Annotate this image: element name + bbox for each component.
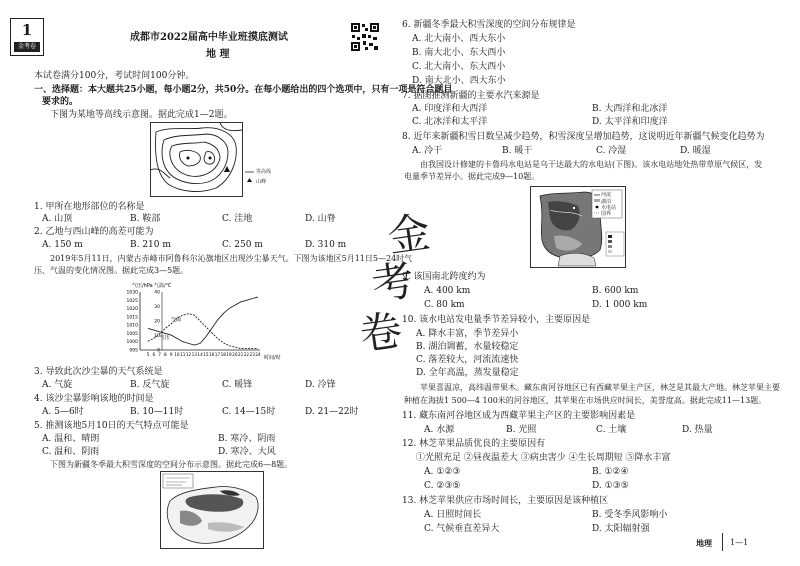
q10-option-a: A. 降水丰富，季节差异小 [416, 329, 519, 339]
q5-option-c: C. 温和、阴雨 [42, 447, 100, 457]
q8-option-c: C. 冷湿 [596, 146, 627, 156]
chart-xtick: 13 [191, 352, 197, 357]
q12-option-a: A. ①②③ [424, 467, 461, 477]
q10-option-d: D. 全年高温，蒸发量稳定 [416, 368, 519, 378]
watermark-char-1: 金 [384, 207, 434, 262]
contour-legend-2: 山峰 [256, 179, 267, 185]
chart-ytick-left: 1025 [126, 298, 138, 304]
q8-option-d: D. 暖湿 [680, 146, 711, 156]
chart-ytick-left: 1030 [126, 290, 138, 296]
q13-stem: 13. 林芝苹果供应市场时间长，主要原因是该种植区 [402, 496, 609, 506]
exam-title: 成都市2022届高中毕业班摸底测试 [130, 32, 288, 43]
chart-xlabel: 时间/时 [264, 355, 281, 361]
q4-option-a: A. 5—6时 [42, 407, 84, 417]
badge-label: 金考卷 [14, 42, 40, 52]
q11-option-a: A. 水源 [424, 425, 455, 435]
q12-statements: ①光照充足 ②昼夜温差大 ③病虫害少 ④生长周期短 ⑤降水丰富 [416, 453, 671, 463]
q6-option-b: B. 南大北小、东大西小 [412, 48, 506, 58]
stem-1-2: 下图为某地等高线示意图。据此完成1—2题。 [50, 110, 233, 120]
map-legend-lake: 湖泊 [601, 199, 612, 205]
exam-subject: 地 理 [206, 49, 230, 60]
chart-ytick-left: 1000 [126, 340, 138, 346]
q5-option-b: B. 寒冷、阴雨 [218, 434, 276, 444]
chart-xtick: 22 [243, 352, 250, 357]
q2-option-b: B. 210 m [130, 240, 171, 250]
pressure-temperature-chart [110, 280, 310, 362]
q5-option-d: D. 寒冷、大风 [218, 447, 276, 457]
q10-option-b: B. 湖泊调蓄，水量较稳定 [416, 342, 519, 352]
q7-option-c: C. 北冰洋和太平洋 [412, 117, 488, 127]
q5-option-a: A. 温和、晴朗 [42, 434, 100, 444]
stem-3-5-line1: 2019年5月11日，内蒙古赤峰市阿鲁科尔沁旗地区出现沙尘暴天气。下图为该地区5月11日5—24时气 [50, 254, 413, 263]
chart-ylabel-left: 气压/hPa [132, 283, 153, 289]
q12-option-b: B. ①②④ [592, 467, 629, 477]
badge-number: 1 [21, 21, 33, 39]
q7-option-d: D. 太平洋和印度洋 [592, 117, 668, 127]
chart-ytick-right: 0 [157, 348, 160, 354]
chart-xtick: 18 [220, 352, 226, 357]
footer-page: 1—1 [730, 538, 749, 547]
intro-line: 本试卷满分100分，考试时间100分钟。 [34, 71, 195, 81]
chart-ytick-right: 30 [154, 305, 160, 310]
footer-subject: 地理 [696, 538, 712, 548]
q12-option-c: C. ②③⑤ [424, 481, 461, 491]
q4-option-d: D. 21—22时 [305, 407, 359, 417]
q1-stem: 1. 甲所在地形部位的名称是 [34, 202, 145, 212]
q9-stem: 9. 该国南北跨度约为 [402, 272, 486, 282]
uganda-hydropower-map [530, 186, 626, 268]
stem-6-8: 下图为新疆冬季最大积雪深度的空间分布示意图。据此完成6—8题。 [50, 460, 293, 469]
chart-xtick: 5 [146, 352, 150, 357]
chart-ytick-left: 1020 [126, 307, 138, 313]
footer-divider [722, 533, 723, 551]
section-heading: 一、选择题：本大题共25小题，每小题2分，共50分。在每小题给出的四个选项中，只有一项是符合题目 [34, 85, 453, 95]
q3-stem: 3. 导致此次沙尘暴的天气系统是 [34, 367, 163, 377]
q13-option-b: B. 受冬季风影响小 [592, 510, 668, 520]
stem-3-5-line2: 压、气温的变化情况图。据此完成3—5题。 [34, 266, 189, 275]
q3-option-c: C. 暖锋 [222, 380, 253, 390]
q4-option-c: C. 14—15时 [222, 407, 276, 417]
q6-option-d: D. 南大北小、西大东小 [412, 76, 506, 86]
chart-label-temperature: 气温 [171, 316, 182, 323]
q9-option-a: A. 400 km [424, 286, 471, 296]
stem-9-10-line1: 由我国设计修建的卡鲁玛水电站是乌干达最大的水电站(下图)。该水电站地处热带草原气候区，发 [420, 160, 763, 169]
q11-option-d: D. 热量 [682, 425, 713, 435]
chart-ytick-right: 20 [154, 319, 160, 325]
chart-xtick: 8 [164, 352, 167, 357]
q9-option-c: C. 80 km [424, 300, 465, 310]
chart-series-temperature [148, 314, 258, 349]
q8-stem: 8. 近年来新疆积雪日数呈减少趋势，积雪深度呈增加趋势，这说明近年新疆气候变化趋势为 [402, 132, 765, 142]
contour-legend-1: 等高线 [256, 169, 272, 175]
chart-xtick: 16 [209, 352, 215, 357]
section-heading-cont: 要求的。 [42, 97, 79, 107]
q1-option-b: B. 鞍部 [130, 214, 161, 224]
q1-option-a: A. 山顶 [42, 214, 73, 224]
chart-xtick: 24 [255, 352, 261, 357]
chart-xtick: 14 [197, 352, 203, 357]
q11-option-b: B. 光照 [506, 425, 537, 435]
q2-stem: 2. 乙地与西山峰的高差可能为 [34, 227, 154, 237]
q4-stem: 4. 该沙尘暴影响该地的时间是 [34, 394, 154, 404]
map-legend-station: 水电站 [601, 205, 617, 211]
map-legend-border: 国界 [601, 211, 612, 217]
chart-xtick: 6 [152, 352, 156, 357]
q9-option-d: D. 1 000 km [592, 300, 648, 310]
stem-11-13-line2: 种植在海拔1 500—4 100米的河谷地区，其苹果在市场供应时间长，美誉度高。据此完成11—13题。 [404, 396, 767, 405]
q3-option-a: A. 气旋 [42, 380, 73, 390]
chart-xtick: 10 [174, 352, 180, 357]
q2-option-d: D. 310 m [305, 240, 347, 250]
qr-code [350, 22, 380, 52]
exam-badge [10, 18, 44, 56]
chart-xtick: 12 [185, 352, 192, 357]
chart-xtick: 11 [180, 352, 186, 357]
chart-ytick-right: 40 [154, 290, 160, 296]
q1-option-d: D. 山脊 [305, 214, 336, 224]
q10-stem: 10. 该水电站发电量季节差异较小，主要原因是 [402, 315, 591, 325]
q3-option-d: D. 冷锋 [305, 380, 336, 390]
chart-xtick: 21 [237, 352, 244, 357]
chart-xtick: 15 [203, 352, 209, 357]
stem-9-10-line2: 电量季节差异小。据此完成9—10题。 [404, 172, 540, 181]
chart-ytick-right: 10 [154, 334, 160, 339]
q3-option-b: B. 反气旋 [130, 380, 170, 390]
chart-ytick-left: 1005 [126, 331, 138, 337]
q2-option-a: A. 150 m [42, 240, 83, 250]
watermark-char-3: 卷 [356, 305, 406, 360]
q13-option-d: D. 太阳辐射强 [592, 524, 650, 534]
chart-xtick: 17 [214, 352, 221, 357]
watermark-char-2: 考 [368, 255, 418, 310]
q10-option-c: C. 落差较大，河流流速快 [416, 355, 519, 365]
q12-stem: 12. 林芝苹果品质优良的主要原因有 [402, 439, 546, 449]
map-legend-river: 河流 [601, 192, 612, 198]
q6-stem: 6. 新疆冬季最大积雪深度的空间分布规律是 [402, 20, 576, 30]
chart-xtick: 7 [158, 352, 161, 357]
q8-option-b: B. 暖干 [502, 146, 533, 156]
chart-xtick: 20 [232, 352, 238, 357]
q13-option-c: C. 气候垂直差异大 [424, 524, 500, 534]
q7-stem: 7. 据图推测新疆的主要水汽来源是 [402, 91, 540, 101]
xinjiang-snow-map [160, 471, 264, 549]
chart-xtick: 23 [249, 352, 255, 357]
q4-option-b: B. 10—11时 [130, 407, 184, 417]
q9-option-b: B. 600 km [592, 286, 639, 296]
q8-option-a: A. 冷干 [412, 146, 443, 156]
q5-stem: 5. 推测该地5月10日的天气特点可能是 [34, 421, 189, 431]
chart-ytick-left: 1015 [126, 315, 138, 321]
q11-option-c: C. 土壤 [596, 425, 627, 435]
chart-xtick: 19 [226, 352, 232, 357]
chart-ytick-left: 995 [129, 348, 138, 354]
chart-label-pressure: 气压 [159, 334, 170, 341]
q2-option-c: C. 250 m [222, 240, 263, 250]
q11-stem: 11. 藏东南河谷地区成为西藏苹果主产区的主要影响因素是 [402, 411, 636, 421]
chart-xtick: 9 [169, 352, 173, 357]
q13-option-a: A. 日照时间长 [424, 510, 482, 520]
q1-option-c: C. 洼地 [222, 214, 253, 224]
q6-option-a: A. 北大南小、西大东小 [412, 34, 506, 44]
contour-map-figure [150, 122, 270, 198]
q7-option-b: B. 大西洋和北冰洋 [592, 104, 668, 114]
stem-11-13-line1: 苹果喜温凉，高纬温带果木。藏东南河谷地区已有西藏苹果主产区，林芝是其最大产地。林芝苹果主要 [420, 383, 780, 392]
q7-option-a: A. 印度洋和大西洋 [412, 104, 488, 114]
chart-ytick-left: 1010 [126, 323, 138, 329]
q6-option-c: C. 北大南小、东大西小 [412, 62, 506, 72]
q12-option-d: D. ①③⑤ [592, 481, 629, 491]
chart-ylabel-right: 气温/℃ [154, 283, 172, 289]
